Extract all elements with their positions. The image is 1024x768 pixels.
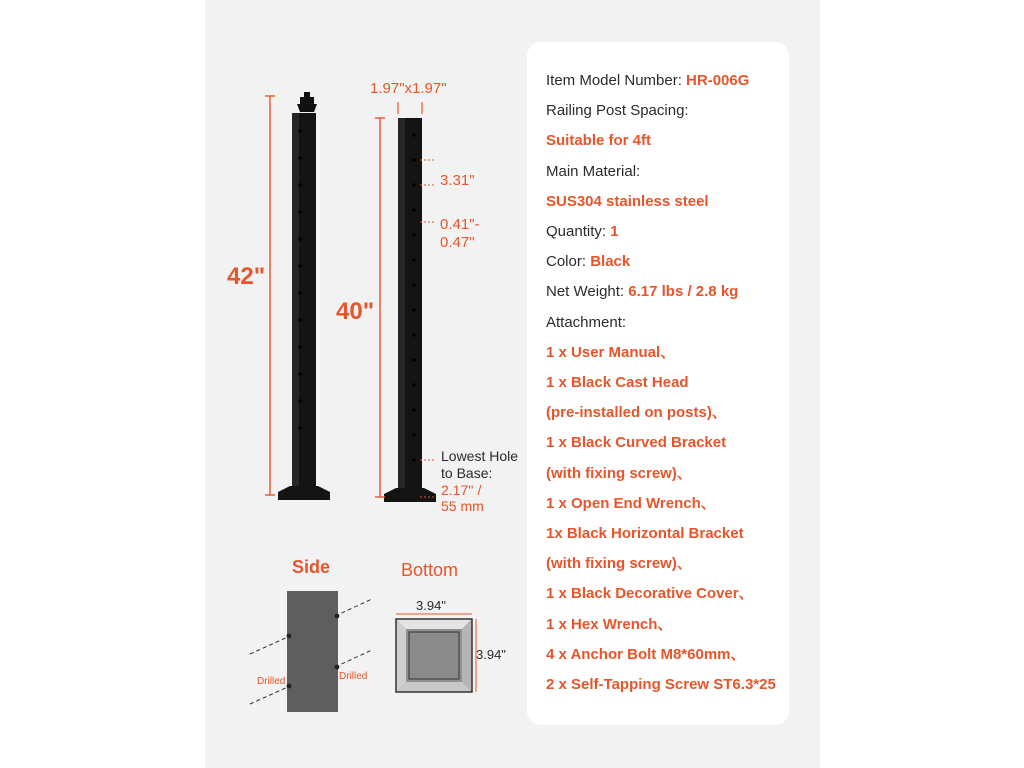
spec-value: Suitable for 4ft bbox=[546, 132, 652, 149]
drilled-right-label: Drilled bbox=[339, 671, 368, 682]
bottom-view-title: Bottom bbox=[401, 560, 459, 580]
spec-line bbox=[546, 253, 630, 271]
spec-line bbox=[546, 616, 672, 634]
hole-diameter-label-1: 0.41"- bbox=[440, 216, 480, 233]
spec-label: Color: bbox=[546, 253, 591, 270]
spec-line bbox=[546, 465, 692, 483]
spec-line bbox=[546, 404, 727, 422]
spec-value: 1 x Black Curved Bracket bbox=[546, 434, 727, 451]
bottom-depth-label: 3.94" bbox=[476, 647, 506, 662]
spec-label: Railing Post Spacing: bbox=[546, 102, 689, 119]
post-width-dimension bbox=[398, 102, 422, 114]
spec-value: 1 x Open End Wrench、 bbox=[546, 495, 716, 512]
spec-line bbox=[546, 193, 709, 211]
lowest-hole-value-2: 55 mm bbox=[441, 498, 484, 514]
side-view bbox=[250, 591, 372, 712]
bottom-width-label: 3.94" bbox=[416, 598, 446, 613]
spec-line bbox=[546, 223, 619, 241]
spec-value: (with fixing screw)、 bbox=[546, 555, 692, 572]
spec-value: 1x Black Horizontal Bracket bbox=[546, 525, 744, 542]
lowest-hole-label-2: to Base: bbox=[441, 465, 493, 481]
spec-line bbox=[546, 646, 746, 664]
post-without-head bbox=[384, 118, 436, 502]
spec-line bbox=[546, 102, 689, 120]
height-40-dimension bbox=[375, 118, 385, 497]
spec-value: HR-006G bbox=[686, 72, 750, 89]
post-size-label: 1.97"x1.97" bbox=[370, 80, 447, 97]
height-42-dimension bbox=[265, 96, 275, 495]
hole-spacing-label: 3.31" bbox=[440, 172, 475, 189]
spec-value: SUS304 stainless steel bbox=[546, 193, 709, 210]
post-with-head bbox=[278, 92, 330, 500]
spec-line bbox=[546, 72, 749, 90]
spec-line bbox=[546, 525, 744, 543]
spec-line bbox=[546, 555, 692, 573]
hole-diameter-label-2: 0.47" bbox=[440, 234, 475, 251]
spec-line bbox=[546, 434, 726, 452]
spec-value: 6.17 lbs / 2.8 kg bbox=[628, 283, 739, 300]
lowest-hole-value-1: 2.17'' / bbox=[441, 482, 482, 498]
spec-value: (with fixing screw)、 bbox=[546, 465, 692, 482]
spec-value: 2 x Self-Tapping Screw ST6.3*25 bbox=[546, 676, 776, 693]
hole-spacing-leader bbox=[420, 160, 436, 185]
spec-line bbox=[546, 132, 651, 150]
spec-label: Attachment: bbox=[546, 314, 627, 331]
spec-line bbox=[546, 374, 689, 392]
lowest-hole-label-1: Lowest Hole bbox=[441, 448, 519, 464]
spec-line bbox=[546, 676, 776, 694]
spec-line bbox=[546, 163, 640, 181]
spec-line bbox=[546, 495, 716, 513]
spec-value: 1 bbox=[610, 223, 619, 240]
spec-value: (pre-installed on posts)、 bbox=[546, 404, 727, 421]
side-view-title: Side bbox=[292, 557, 331, 577]
spec-line bbox=[546, 585, 754, 603]
spec-value: Black bbox=[590, 253, 631, 270]
spec-value: 1 x Black Decorative Cover、 bbox=[546, 585, 754, 602]
spec-value: 4 x Anchor Bolt M8*60mm、 bbox=[546, 646, 746, 663]
spec-value: 1 x Hex Wrench、 bbox=[546, 616, 673, 633]
spec-value: 1 x Black Cast Head bbox=[546, 374, 689, 391]
spec-line bbox=[546, 344, 675, 362]
drilled-left-label: Drilled bbox=[257, 676, 286, 687]
spec-label: Main Material: bbox=[546, 163, 641, 180]
spec-label: Quantity: bbox=[546, 223, 611, 240]
spec-value: 1 x User Manual、 bbox=[546, 344, 676, 361]
bottom-view bbox=[396, 619, 472, 692]
height-42-label: 42" bbox=[227, 263, 266, 290]
spec-label: Item Model Number: bbox=[546, 72, 687, 89]
height-40-label: 40" bbox=[336, 298, 375, 325]
spec-line bbox=[546, 314, 626, 332]
spec-line bbox=[546, 283, 738, 301]
spec-label: Net Weight: bbox=[546, 283, 629, 300]
